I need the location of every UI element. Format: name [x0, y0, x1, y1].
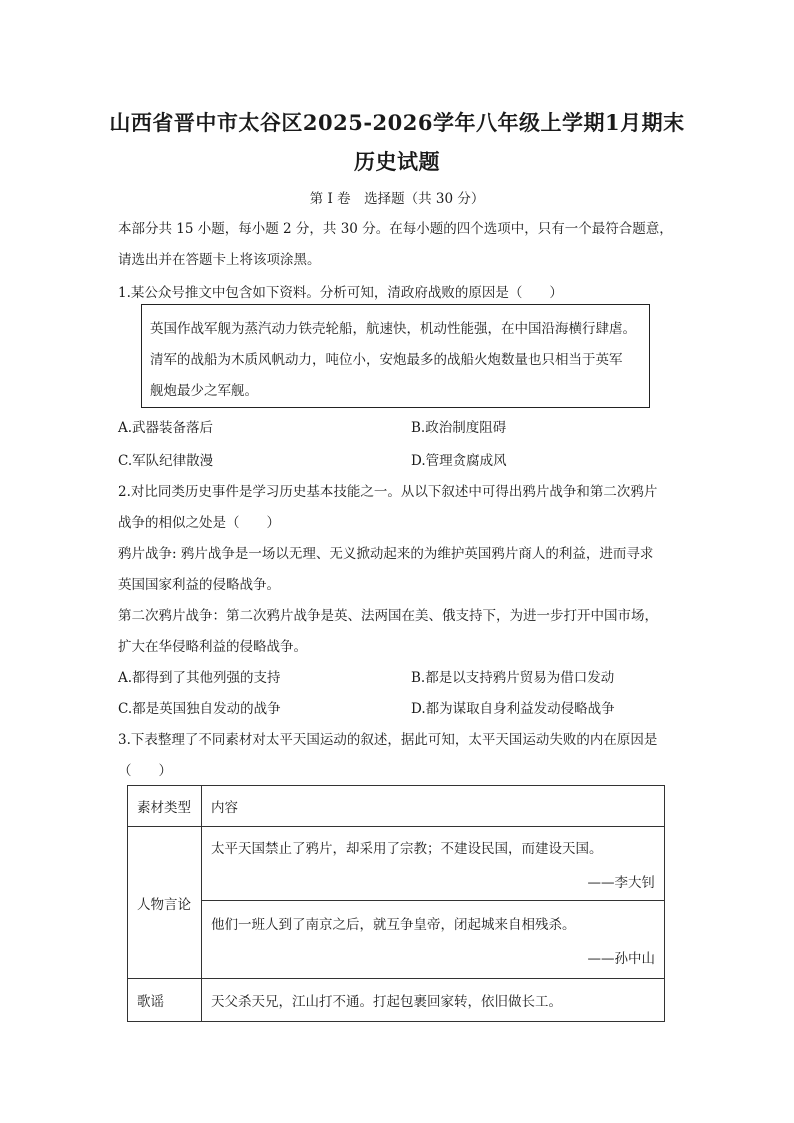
q3-stem-line-2: （ ）	[118, 763, 172, 779]
exam-title-line-2: 历史试题	[354, 149, 440, 174]
table-row	[128, 979, 665, 1022]
instructions-line-1: 本部分共 15 小题，每小题 2 分，共 30 分。在每小题的四个选项中，只有一个最符合题意，	[118, 221, 673, 237]
section-header: 第 I 卷 选择题（共 30 分）	[309, 191, 485, 207]
q1-option-d[interactable]: D.管理贪腐成风	[411, 453, 507, 469]
q2-paragraph-2-line-1: 第二次鸦片战争：第二次鸦片战争是英、法两国在美、俄支持下，为进一步打开中国市场，	[118, 608, 658, 624]
q1-material-box	[141, 304, 650, 408]
q2-paragraph-2-line-2: 扩大在华侵略利益的侵略战争。	[118, 639, 307, 655]
quote-2-author: ——孙中山	[587, 950, 655, 967]
table-row	[128, 901, 665, 979]
q2-option-d[interactable]: D.都为谋取自身利益发动侵略战争	[411, 701, 615, 717]
q1-stem: 1.某公众号推文中包含如下资料。分析可知，清政府战败的原因是（ ）	[118, 285, 563, 301]
q1-material-line-2: 清军的战船为木质风帆动力，吨位小，安炮最多的战船火炮数量也只相当于英军	[150, 352, 623, 368]
q2-paragraph-1-line-2: 英国国家利益的侵略战争。	[118, 577, 280, 593]
table-cell-quote-1	[202, 827, 665, 901]
table-cell-quote-2	[202, 901, 665, 979]
table-header-type: 素材类型	[128, 786, 202, 827]
q2-paragraph-1-line-1: 鸦片战争: 鸦片战争是一场以无理、无义掀动起来的为维护英国鸦片商人的利益，进而寻求	[118, 546, 654, 562]
q2-option-b[interactable]: B.都是以支持鸦片贸易为借口发动	[411, 670, 615, 686]
table-cell-type-song: 歌谣	[128, 979, 202, 1022]
q3-material-table	[127, 785, 665, 1022]
q2-option-a[interactable]: A.都得到了其他列强的支持	[118, 670, 281, 686]
exam-title-line-1: 山西省晋中市太谷区2025-2026学年八年级上学期1月期末	[109, 110, 685, 135]
table-header-content: 内容	[202, 786, 665, 827]
table-cell-type-speech: 人物言论	[128, 827, 202, 979]
q2-stem-line-1: 2.对比同类历史事件是学习历史基本技能之一。从以下叙述中可得出鸦片战争和第二次鸦片	[118, 484, 658, 500]
quote-2-text: 他们一班人到了南京之后，就互争皇帝，闭起城来自相残杀。	[211, 916, 576, 933]
quote-1-text: 太平天国禁止了鸦片，却采用了宗教；不建设民国，而建设天国。	[211, 840, 603, 857]
q1-material-line-3: 舰炮最少之军舰。	[150, 383, 258, 399]
q1-option-c[interactable]: C.军队纪律散漫	[118, 453, 214, 469]
table-cell-song: 天父杀天兄，江山打不通。打起包裹回家转，依旧做长工。	[202, 979, 665, 1022]
q3-stem-line-1: 3.下表整理了不同素材对太平天国运动的叙述，据此可知，太平天国运动失败的内在原因是	[118, 732, 658, 748]
table-header-row	[128, 786, 665, 827]
q2-option-c[interactable]: C.都是英国独自发动的战争	[118, 701, 281, 717]
q1-material-line-1: 英国作战军舰为蒸汽动力铁壳轮船，航速快，机动性能强，在中国沿海横行肆虐。	[150, 321, 636, 337]
q1-option-b[interactable]: B.政治制度阻碍	[411, 420, 507, 436]
quote-1-author: ——李大钊	[587, 874, 655, 891]
table-row	[128, 827, 665, 901]
q2-stem-line-2: 战争的相似之处是（ ）	[118, 515, 280, 531]
instructions-line-2: 请选出并在答题卡上将该项涂黑。	[118, 252, 321, 268]
q1-option-a[interactable]: A.武器装备落后	[118, 420, 214, 436]
